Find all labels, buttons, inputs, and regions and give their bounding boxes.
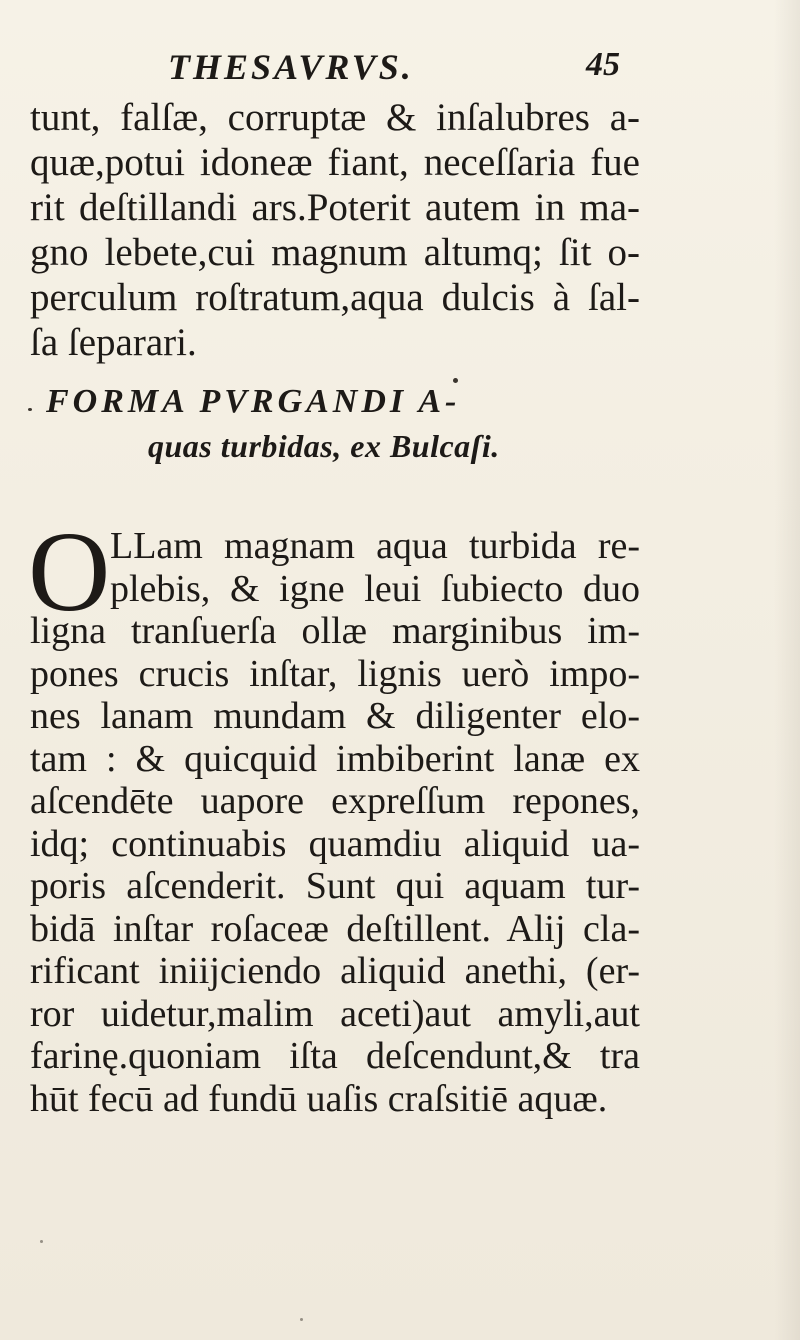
ink-speck <box>453 378 458 383</box>
text-line: ligna tranſuerſa ollæ marginibus im- <box>30 610 640 652</box>
section-heading-line-2: quas turbidas, ex Bulcaſi. <box>148 428 500 464</box>
page-number: 45 <box>586 46 620 83</box>
text-line: gno lebete,cui magnum altumq; ſit o- <box>30 231 640 274</box>
text-line: bidā inſtar roſaceæ deſtillent. Alij cla- <box>30 907 640 950</box>
text-line: nes lanam mundam & diligenter elo- <box>30 695 640 737</box>
ink-speck <box>40 1240 43 1243</box>
text-line: pones crucis inſtar, lignis uerò impo- <box>30 652 640 695</box>
text-line: LLam magnam aqua turbida re- <box>110 525 640 567</box>
paragraph-1 <box>30 95 640 365</box>
text-line: quæ,potui idoneæ fiant, neceſſaria fue <box>30 141 640 184</box>
paragraph-2 <box>30 525 640 1120</box>
ink-speck <box>28 408 32 411</box>
drop-cap: O <box>28 508 111 635</box>
section-heading <box>0 380 800 468</box>
ink-speck <box>300 1318 303 1321</box>
section-heading-line-1: FORMA PVRGANDI A- <box>46 383 461 420</box>
text-line: hūt fecū ad fundū uaſis craſsitiē aquæ. <box>30 1077 608 1120</box>
text-line: rificant iniijciendo aliquid anethi, (er- <box>30 950 640 992</box>
text-line: idq; continuabis quamdiu aliquid ua- <box>30 822 640 865</box>
text-line: tam : & quicquid imbiberint lanæ ex <box>30 737 640 780</box>
running-title: THESAVRVS. <box>168 47 414 87</box>
text-line: farinę.quoniam iſta deſcendunt,& tra <box>30 1035 640 1077</box>
text-line: perculum roſtratum,aqua dulcis à ſal- <box>30 276 640 319</box>
text-line: tunt, falſæ, corruptæ & inſalubres a- <box>30 96 640 139</box>
text-line: ſa ſeparari. <box>30 321 197 364</box>
running-head <box>0 44 800 90</box>
text-line: plebis, & igne leui ſubiecto duo <box>110 567 640 610</box>
text-line: ror uidetur,malim aceti)aut amyli,aut <box>30 992 640 1035</box>
text-line: poris aſcenderit. Sunt qui aquam tur- <box>30 865 640 907</box>
text-line: aſcendēte uapore expreſſum repones, <box>30 780 640 822</box>
text-line: rit deſtillandi ars.Poterit autem in ma- <box>30 186 640 229</box>
